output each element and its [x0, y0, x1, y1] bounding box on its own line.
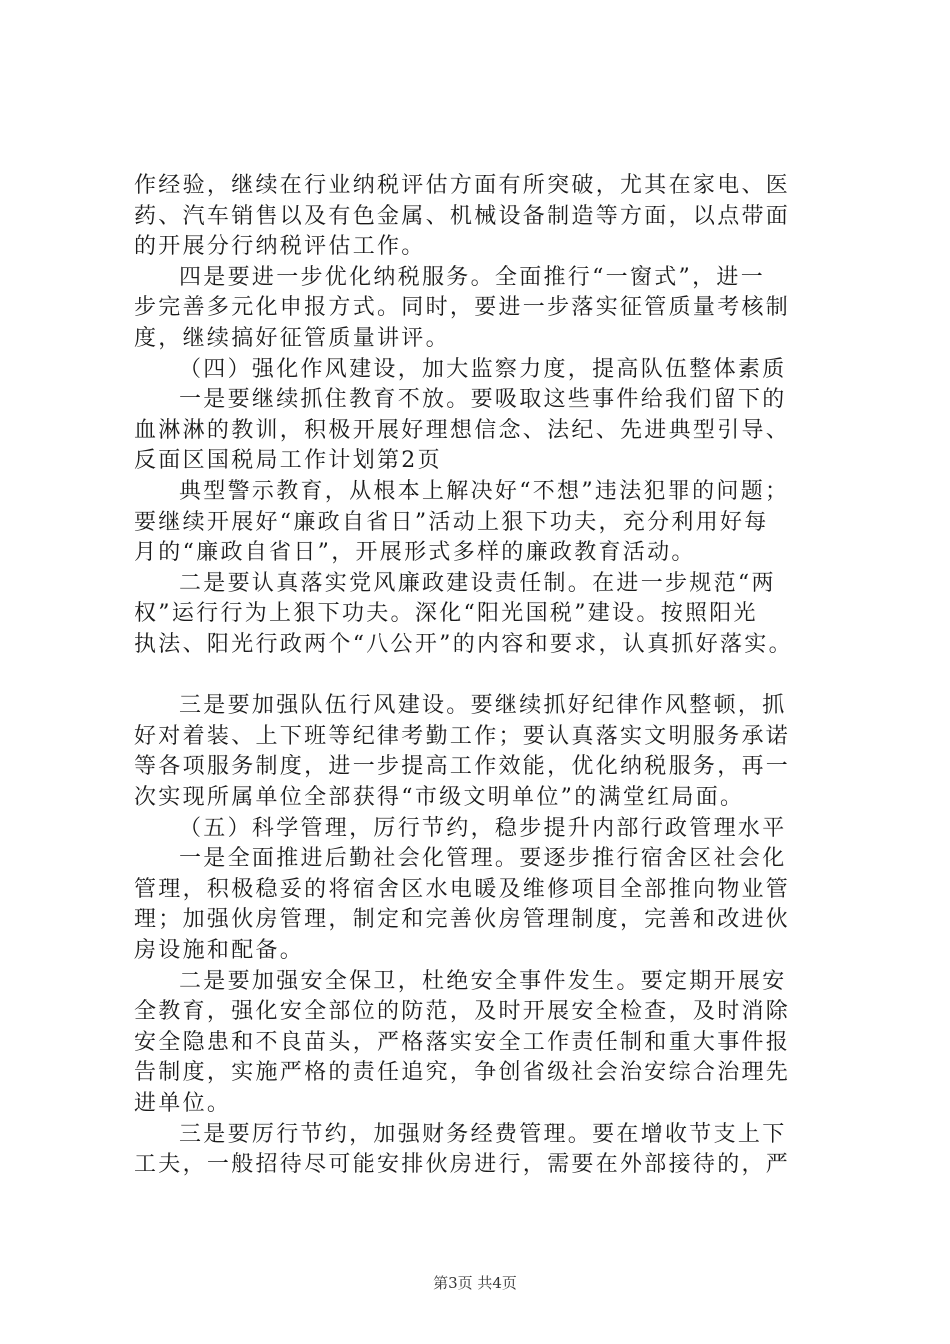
text-line: 安全隐患和不良苗头，严格落实安全工作责任制和重大事件报: [134, 1029, 791, 1055]
text-line: 次实现所属单位全部获得“市级文明单位”的满堂红局面。: [134, 785, 745, 810]
text-line: （四）强化作风建设，加大监察力度，提高队伍整体素质: [179, 356, 787, 382]
text-line: 理；加强伙房管理，制定和完善伙房管理制度，完善和改进伙: [134, 907, 791, 933]
page-footer: 第3页 共4页: [433, 1274, 517, 1292]
text-line: 执法、阳光行政两个“八公开”的内容和要求，认真抓好落实。: [134, 632, 793, 657]
text-line: 告制度，实施严格的责任追究，争创省级社会治安综合治理先: [134, 1060, 791, 1086]
text-line: 全教育，强化安全部位的防范，及时开展安全检查，及时消除: [134, 999, 791, 1025]
text-line: 度，继续搞好征管质量讲评。: [134, 326, 450, 351]
text-line: 要继续开展好“廉政自省日”活动上狠下功夫，充分利用好每: [134, 509, 769, 535]
text-line: 作经验，继续在行业纳税评估方面有所突破，尤其在家电、医: [134, 173, 791, 198]
text-line: 三是要加强队伍行风建设。要继续抓好纪律作风整顿，抓: [179, 693, 787, 719]
text-line: 二是要认真落实党风廉政建设责任制。在进一步规范“两: [179, 570, 776, 596]
text-line: 的开展分行纳税评估工作。: [134, 234, 426, 260]
text-line: 典型警示教育，从根本上解决好“不想”违法犯罪的问题；: [179, 479, 790, 504]
text-line: 步完善多元化申报方式。同时，要进一步落实征管质量考核制: [134, 295, 791, 321]
text-line: 药、汽车销售以及有色金属、机械设备制造等方面，以点带面: [134, 203, 791, 229]
text-line: 二是要加强安全保卫，杜绝安全事件发生。要定期开展安: [179, 968, 787, 994]
text-line: 三是要厉行节约，加强财务经费管理。要在增收节支上下: [179, 1121, 787, 1147]
text-line: 月的“廉政自省日”，开展形式多样的廉政教育活动。: [134, 540, 696, 566]
text-line: 管理，积极稳妥的将宿舍区水电暖及维修项目全部推向物业管: [134, 876, 791, 902]
text-line: 等各项服务制度，进一步提高工作效能，优化纳税服务，再一: [134, 754, 791, 780]
text-line: 房设施和配备。: [134, 938, 305, 963]
text-line: 权”运行行为上狠下功夫。深化“阳光国税”建设。按照阳光: [134, 601, 758, 627]
text-line: 进单位。: [134, 1091, 232, 1116]
text-line: （五）科学管理，厉行节约，稳步提升内部行政管理水平: [179, 815, 787, 841]
text-line: 四是要进一步优化纳税服务。全面推行“一窗式”，进一: [179, 264, 765, 290]
text-line: 反面区国税局工作计划第2页: [134, 448, 442, 474]
text-line: 血淋淋的教训，积极开展好理想信念、法纪、先进典型引导、: [134, 417, 791, 443]
text-line: 一是要继续抓住教育不放。要吸取这些事件给我们留下的: [179, 387, 787, 413]
text-line: 一是全面推进后勤社会化管理。要逐步推行宿舍区社会化: [179, 846, 787, 872]
text-line: 好对着装、上下班等纪律考勤工作；要认真落实文明服务承诺: [134, 723, 791, 749]
text-line: 工夫，一般招待尽可能安排伙房进行，需要在外部接待的，严: [134, 1152, 791, 1178]
